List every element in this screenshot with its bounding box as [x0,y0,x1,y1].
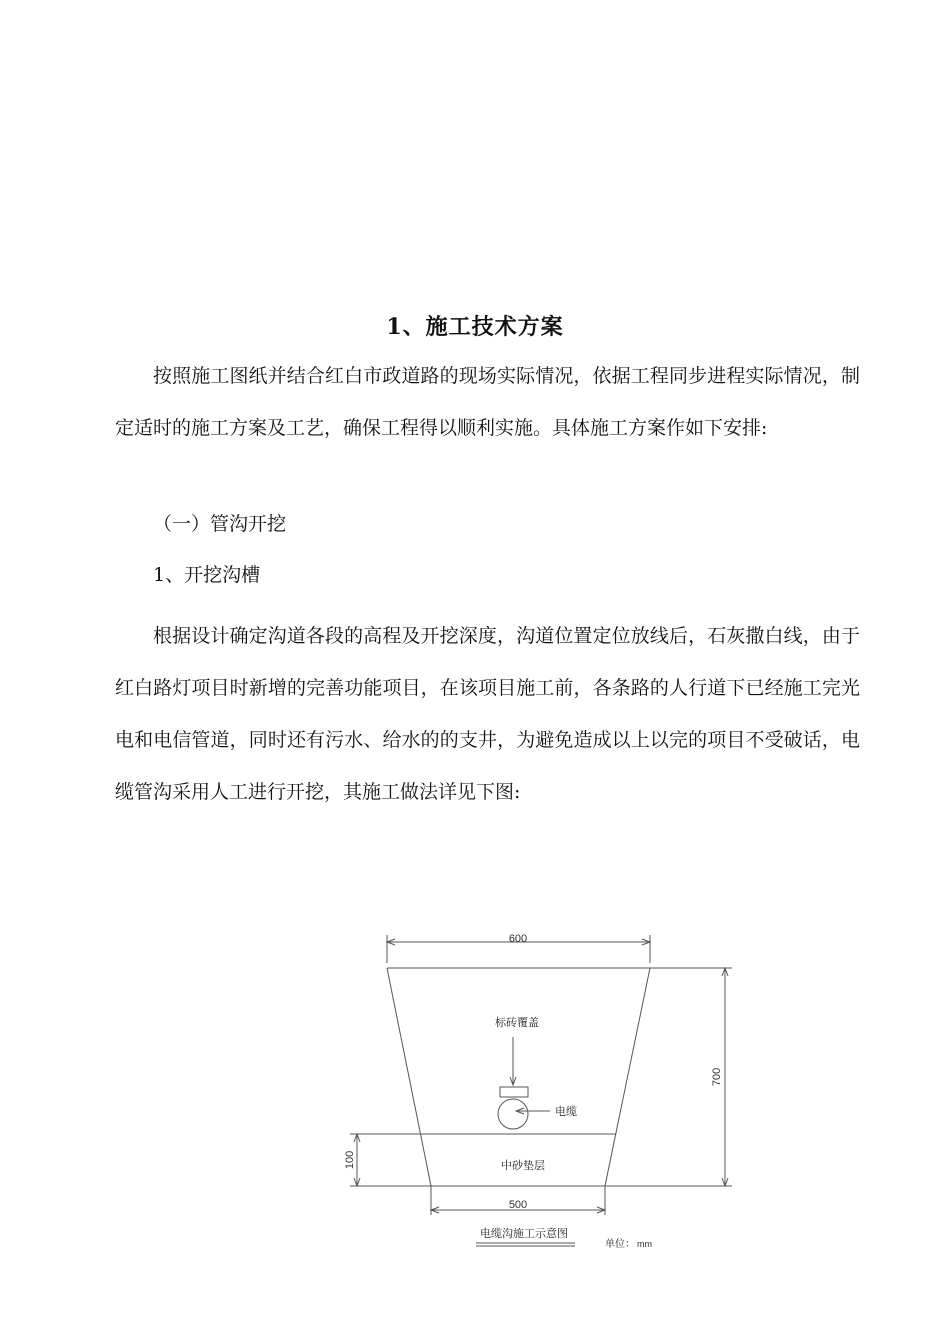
section-heading: （一）管沟开挖 [153,513,287,535]
bedding-label: 中砂垫层 [501,1159,545,1172]
document-title: 1、施工技术方案 [386,314,564,340]
cable-label: 电缆 [555,1105,577,1118]
cable-trench-diagram [330,925,723,1255]
subsection-heading: 1、开挖沟槽 [153,564,261,586]
body-paragraph: 根据设计确定沟道各段的高程及开挖深度，沟道位置定位放线后，石灰撒白线，由于红白路灯项目时新增的完善功能项目，在该项目施工前，各条路的人行道下已经施工完光电和电信管道，同时还有污水、给水的的支井，为避免造成以上以完的项目不受破话，电缆管沟采用人工进行开挖，其施工做法详见下图: [115,625,860,803]
unit-label: 单位： [605,1239,635,1250]
trench-outline [387,968,650,1186]
intro-paragraph: 按照施工图纸并结合红白市政道路的现场实际情况，依据工程同步进程实际情况，制定适时的施工方案及工艺，确保工程得以顺利实施。具体施工方案作如下安排: [115,365,860,439]
cable-leader [516,1108,550,1114]
cover-label: 标砖覆盖 [495,1016,539,1029]
bedding-height-label: 100 [344,1150,356,1170]
bottom-width-label: 500 [508,1199,528,1211]
diagram-caption: 电缆沟施工示意图 [480,1227,568,1240]
height-label: 700 [711,1067,723,1087]
unit-value: mm [637,1239,652,1249]
bedding-dimension [350,1134,431,1186]
caption-underline [476,1243,575,1246]
cover-arrow [510,1037,516,1085]
cover-brick [500,1087,528,1097]
top-width-label: 600 [508,933,528,945]
